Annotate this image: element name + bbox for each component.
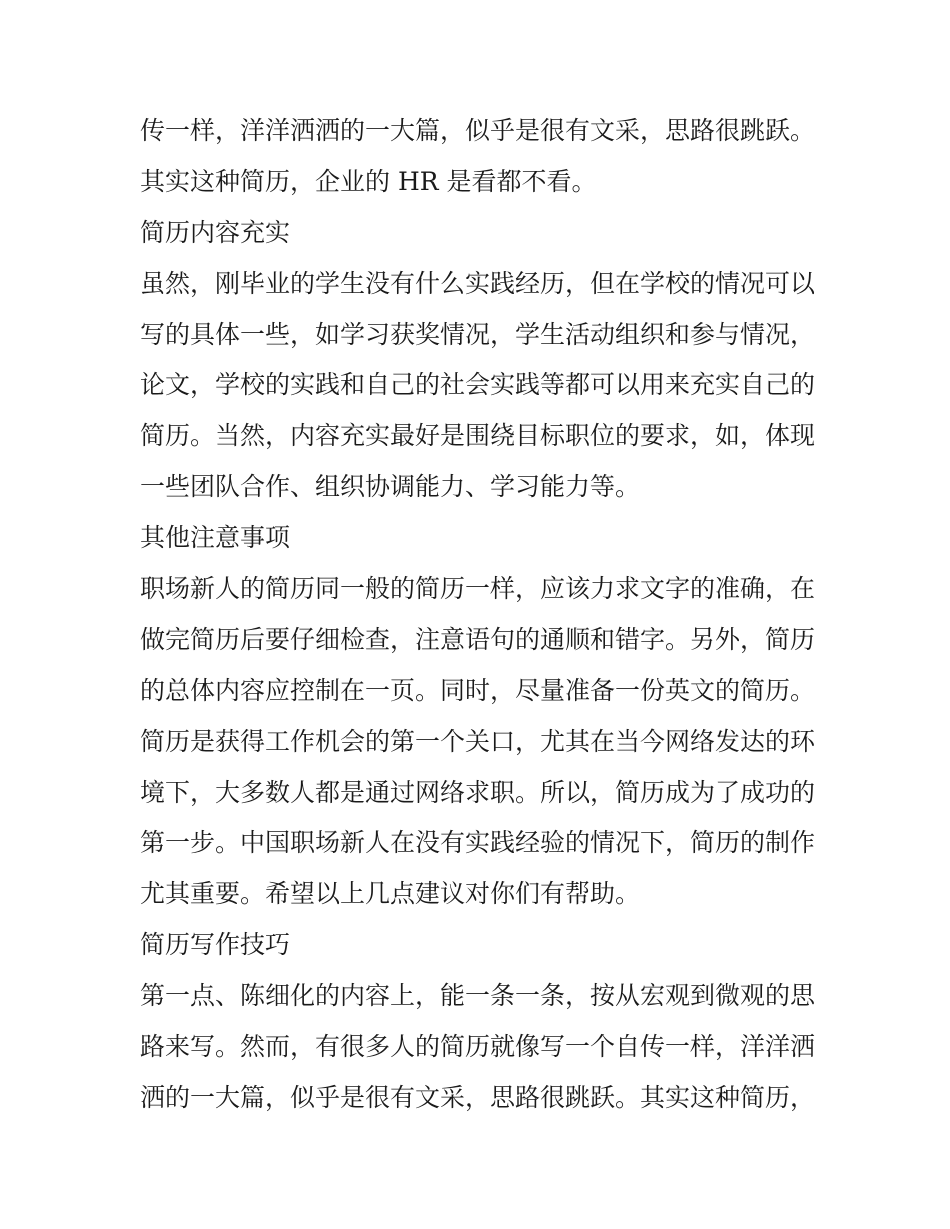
section-heading: 简历写作技巧 (140, 930, 291, 960)
text-line: 第一步。中国职场新人在没有实践经验的情况下，简历的制作 (140, 828, 816, 858)
text-line: 的总体内容应控制在一页。同时，尽量准备一份英文的简历。 (140, 675, 816, 705)
text-line: 境下，大多数人都是通过网络求职。所以，简历成为了成功的 (140, 777, 816, 807)
text-line: 其实这种简历，企业的 HR 是看都不看。 (140, 166, 597, 196)
text-line: 论文，学校的实践和自己的社会实践等都可以用来充实自己的 (140, 370, 816, 400)
text-line: 洒的一大篇，似乎是很有文采，思路很跳跃。其实这种简历， (140, 1082, 816, 1112)
text-line: 尤其重要。希望以上几点建议对你们有帮助。 (140, 879, 641, 909)
text-line: 简历是获得工作机会的第一个关口，尤其在当今网络发达的环 (140, 726, 816, 756)
text-line: 传一样，洋洋洒洒的一大篇，似乎是很有文采，思路很跳跃。 (140, 116, 816, 145)
section-heading: 其他注意事项 (140, 523, 291, 553)
document-body (140, 106, 830, 1124)
text-line: 职场新人的简历同一般的简历一样，应该力求文字的准确，在 (140, 574, 816, 604)
text-line: 路来写。然而，有很多人的简历就像写一个自传一样，洋洋洒 (140, 1032, 816, 1062)
text-line: 一些团队合作、组织协调能力、学习能力等。 (140, 472, 641, 502)
text-line: 写的具体一些，如学习获奖情况，学生活动组织和参与情况， (140, 319, 816, 349)
text-line: 第一点、陈细化的内容上，能一条一条，按从宏观到微观的思 (140, 981, 816, 1011)
text-line: 虽然，刚毕业的学生没有什么实践经历，但在学校的情况可以 (140, 268, 816, 298)
text-line: 简历。当然，内容充实最好是围绕目标职位的要求，如，体现 (140, 421, 816, 451)
text-line: 做完简历后要仔细检查，注意语句的通顺和错字。另外，简历 (140, 624, 816, 654)
section-heading: 简历内容充实 (140, 217, 291, 247)
